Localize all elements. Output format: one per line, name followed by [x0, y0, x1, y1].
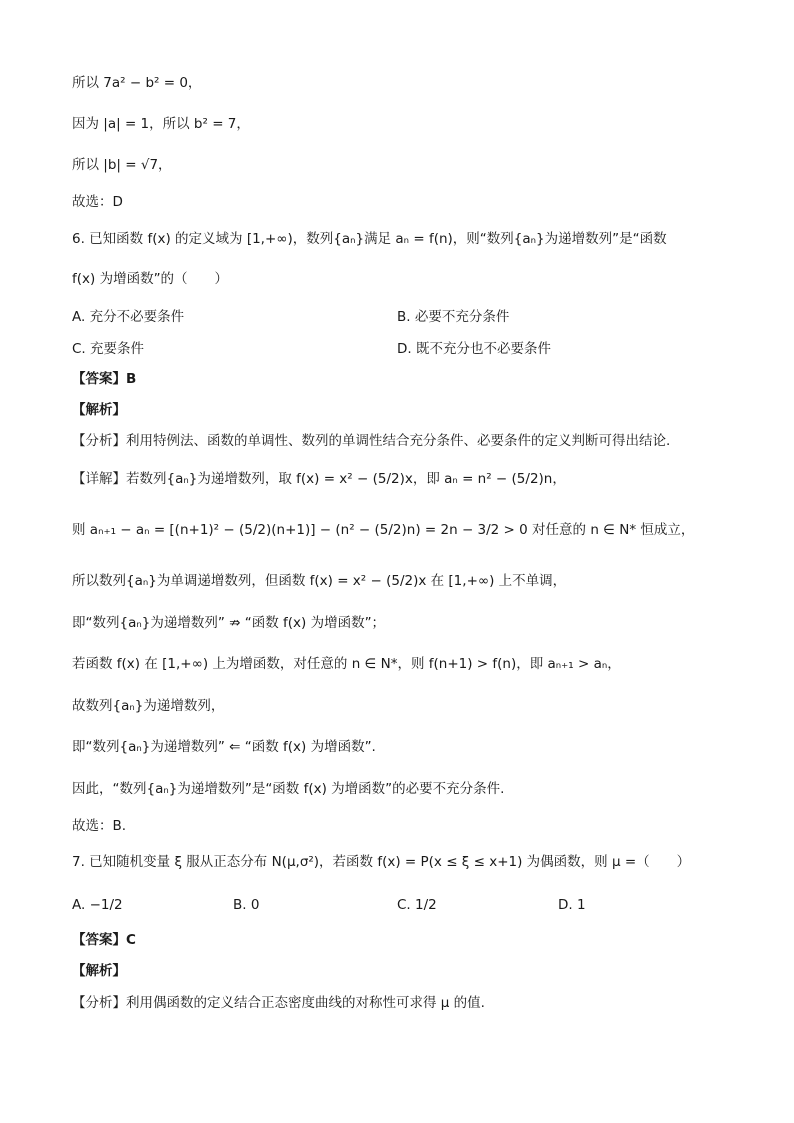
- text-line: 所以 |b| = √7，: [72, 157, 172, 173]
- q7-option-c: C. 1/2: [397, 897, 437, 913]
- q6-analysis-text: 【分析】利用特例法、函数的单调性、数列的单调性结合充分条件、必要条件的定义判断可得出结论.: [72, 433, 671, 449]
- q6-analysis: 【解析】: [72, 402, 126, 418]
- q6-choice: 故选：B.: [72, 818, 127, 834]
- q6-detail-4: 即“数列{aₙ}为递增数列” ⇏ “函数 f(x) 为增函数”；: [72, 615, 386, 631]
- q6-detail-1: 【详解】若数列{aₙ}为递增数列，取 f(x) = x² − (5/2)x，即 aₙ = n² − (5/2)n，: [72, 471, 566, 487]
- text-line: 故选：D: [72, 194, 123, 210]
- q6-option-b: B. 必要不充分条件: [397, 309, 510, 325]
- q6-detail-2: 则 aₙ₊₁ − aₙ = [(n+1)² − (5/2)(n+1)] − (n² − (5/2)n) = 2n − 3/2 > 0 对任意的 n ∈ N* 恒成立，: [72, 522, 695, 538]
- q7-analysis: 【解析】: [72, 963, 126, 979]
- question-6-stem: 6. 已知函数 f(x) 的定义域为 [1,+∞)，数列{aₙ}满足 aₙ = f(n)，则“数列{aₙ}为递增数列”是“函数: [72, 231, 667, 247]
- q6-option-d: D. 既不充分也不必要条件: [397, 341, 551, 357]
- q7-option-a: A. −1/2: [72, 897, 123, 913]
- q6-answer: 【答案】B: [72, 371, 137, 387]
- text-line: 因为 |a| = 1，所以 b² = 7，: [72, 116, 250, 132]
- q7-answer: 【答案】C: [72, 932, 136, 948]
- q7-option-d: D. 1: [558, 897, 586, 913]
- text-line: 所以 7a² − b² = 0，: [72, 75, 202, 91]
- q6-option-a: A. 充分不必要条件: [72, 309, 185, 325]
- q6-detail-5: 若函数 f(x) 在 [1,+∞) 上为增函数，对任意的 n ∈ N*，则 f(n+1) > f(n)，即 aₙ₊₁ > aₙ，: [72, 656, 621, 672]
- q6-detail-3: 所以数列{aₙ}为单调递增数列，但函数 f(x) = x² − (5/2)x 在 [1,+∞) 上不单调，: [72, 573, 567, 589]
- q6-option-c: C. 充要条件: [72, 341, 145, 357]
- q6-detail-6: 故数列{aₙ}为递增数列，: [72, 698, 225, 714]
- q6-detail-8: 因此，“数列{aₙ}为递增数列”是“函数 f(x) 为增函数”的必要不充分条件.: [72, 781, 505, 797]
- q7-option-b: B. 0: [233, 897, 260, 913]
- question-6-stem-cont: f(x) 为增函数”的（ ）: [72, 271, 229, 287]
- q6-detail-7: 即“数列{aₙ}为递增数列” ⇐ “函数 f(x) 为增函数”.: [72, 739, 376, 755]
- question-7-stem: 7. 已知随机变量 ξ 服从正态分布 N(μ,σ²)，若函数 f(x) = P(x ≤ ξ ≤ x+1) 为偶函数，则 μ =（ ）: [72, 854, 691, 870]
- q7-analysis-text: 【分析】利用偶函数的定义结合正态密度曲线的对称性可求得 μ 的值.: [72, 995, 485, 1011]
